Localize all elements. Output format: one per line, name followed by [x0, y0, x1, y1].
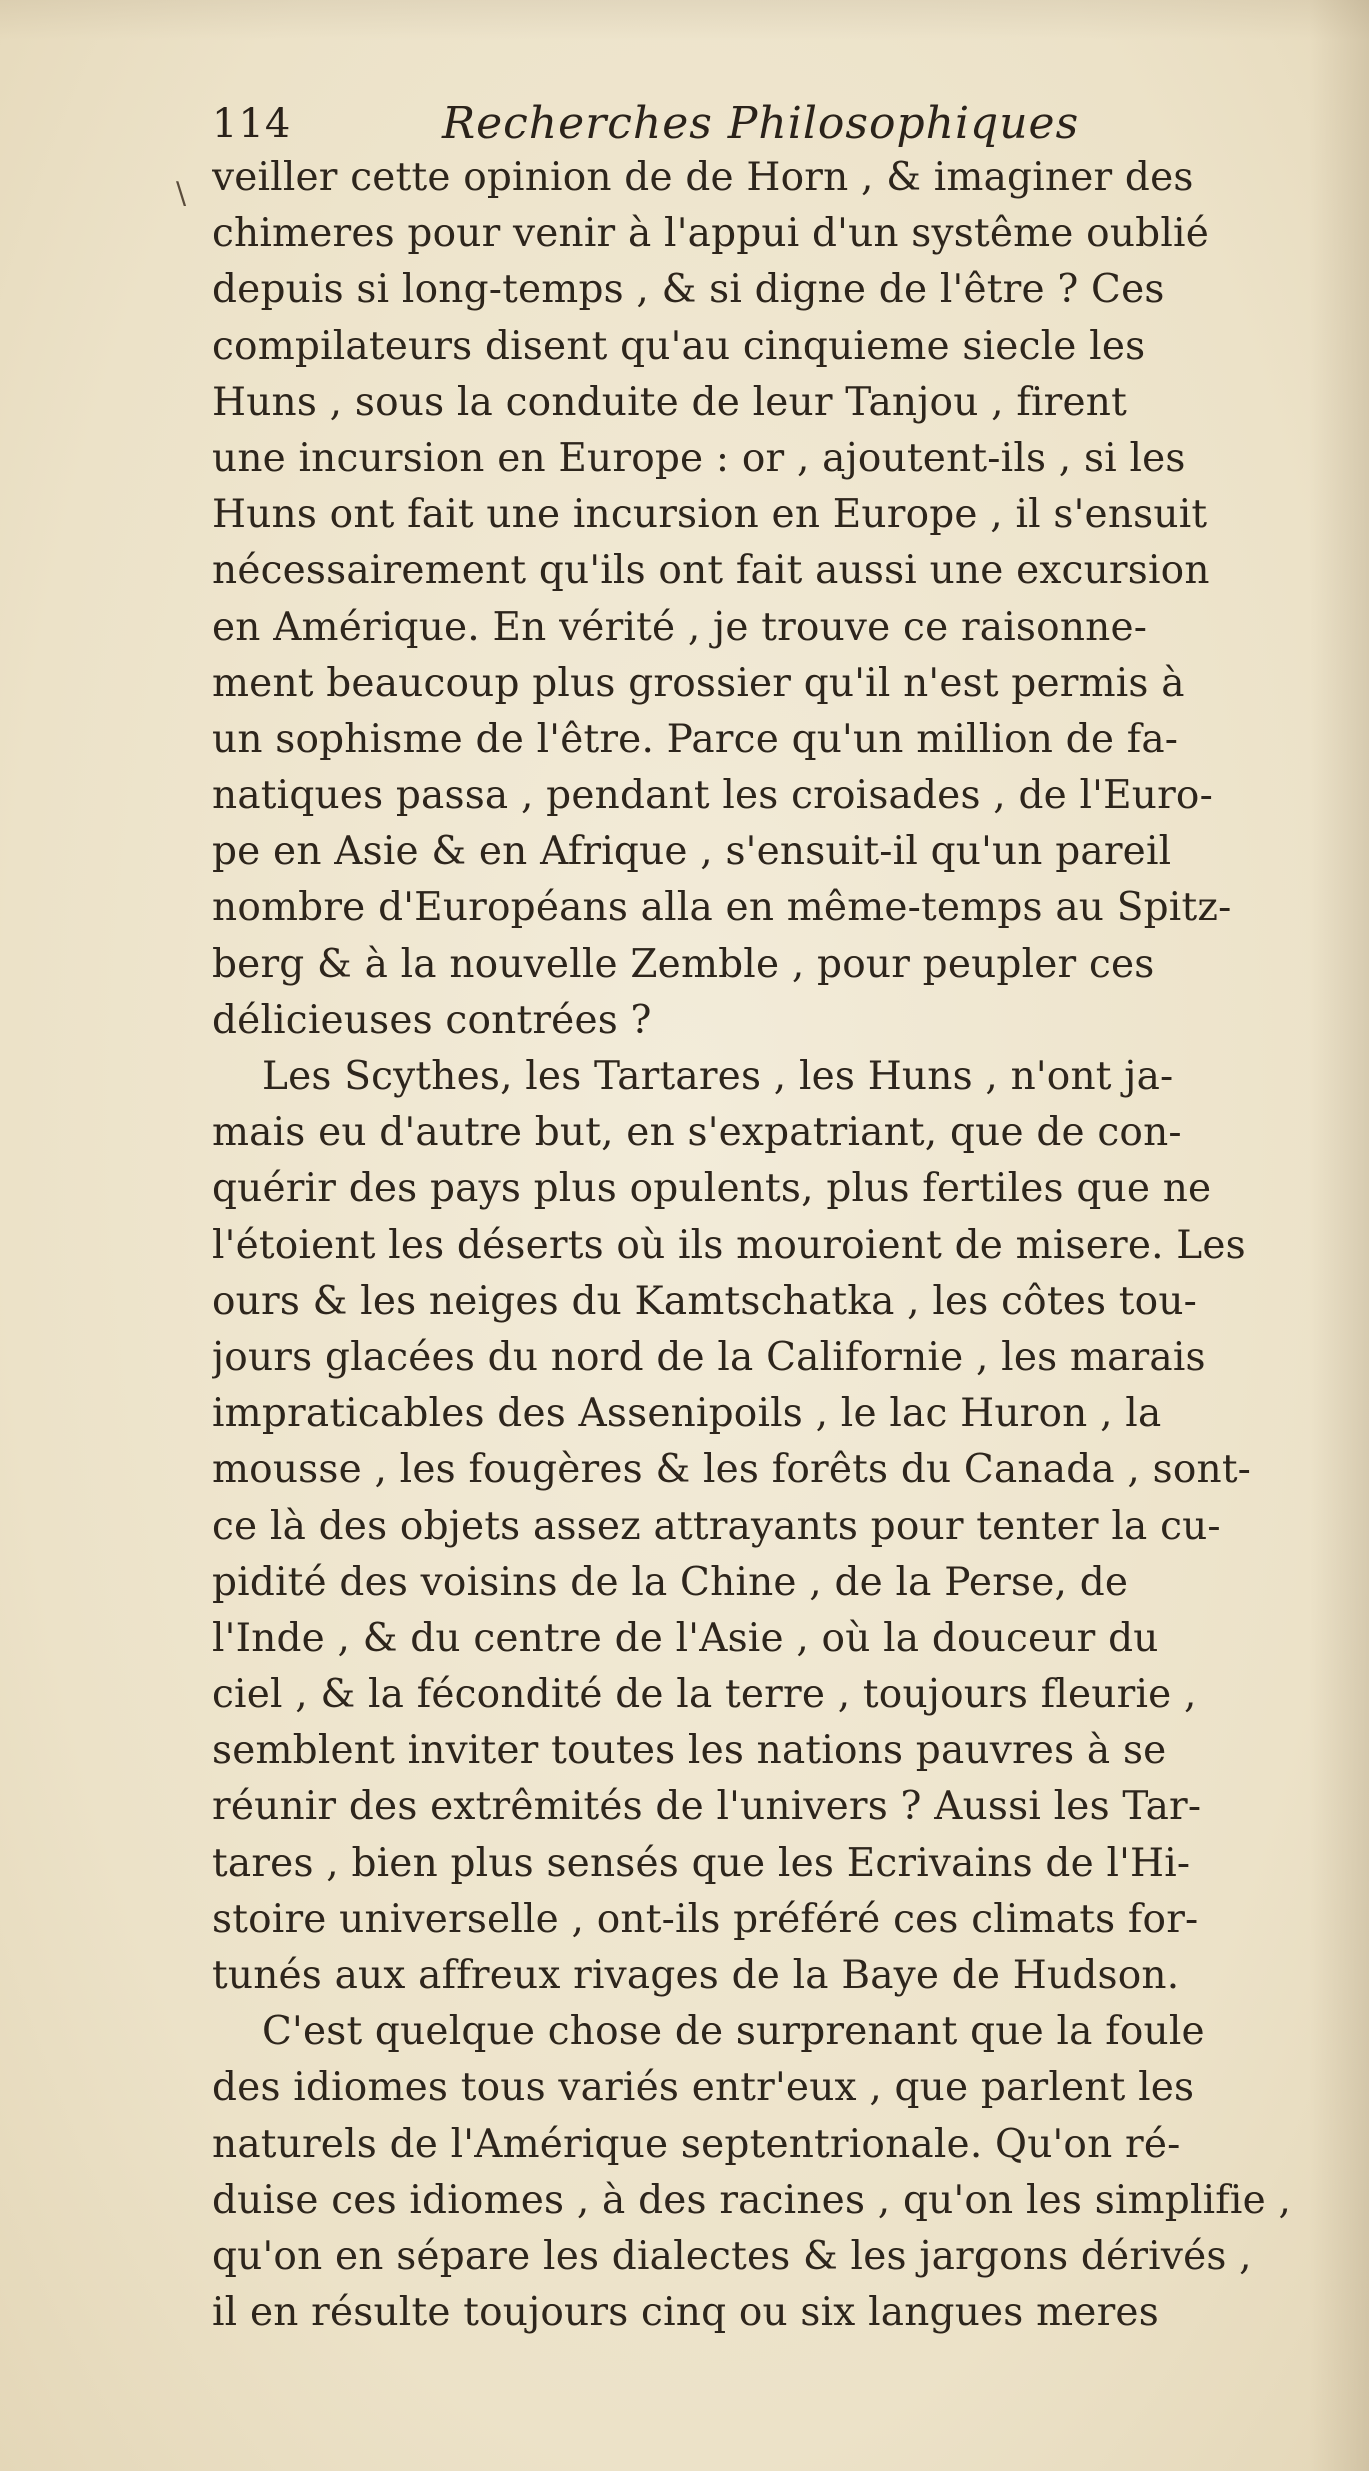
- running-head: Recherches Philosophiques: [442, 98, 1080, 149]
- text-line: tunés aux affreux rivages de la Baye de Hudson.: [212, 1953, 1180, 1998]
- body-text: [212, 150, 1322, 2341]
- text-line: ce là des objets assez attrayants pour tenter la cu-: [212, 1503, 1221, 1549]
- text-line: ours & les neiges du Kamtschatka , les côtes tou-: [212, 1278, 1198, 1324]
- text-line: il en résulte toujours cinq ou six langues meres: [212, 2290, 1159, 2336]
- text-line: réunir des extrêmités de l'univers ? Aussi les Tar-: [212, 1784, 1202, 1830]
- paragraph-start-line: C'est quelque chose de surprenant que la foule: [262, 2009, 1205, 2055]
- text-line: mousse , les fougères & les forêts du Canada , sont-: [212, 1447, 1252, 1493]
- text-line: tares , bien plus sensés que les Ecrivains de l'Hi-: [212, 1840, 1191, 1886]
- text-line: qu'on en sépare les dialectes & les jargons dérivés ,: [212, 2233, 1252, 2279]
- text-line: ment beaucoup plus grossier qu'il n'est permis à: [212, 660, 1185, 706]
- page-header: [212, 92, 1272, 156]
- text-line: veiller cette opinion de de Horn , & imaginer des: [212, 155, 1194, 200]
- page-number: 114: [212, 101, 292, 147]
- text-line: ciel , & la fécondité de la terre , toujours fleurie ,: [212, 1672, 1197, 1718]
- text-line: quérir des pays plus opulents, plus fertiles que ne: [212, 1166, 1212, 1212]
- text-line: un sophisme de l'être. Parce qu'un million de fa-: [212, 716, 1179, 762]
- text-line: chimeres pour venir à l'appui d'un systême oublié: [212, 211, 1209, 257]
- text-line: l'étoient les déserts où ils mouroient de misere. Les: [212, 1222, 1246, 1268]
- text-line: depuis si long-temps , & si digne de l'être ? Ces: [212, 267, 1165, 313]
- text-line: natiques passa , pendant les croisades , de l'Euro-: [212, 773, 1213, 819]
- text-line: pidité des voisins de la Chine , de la Perse, de: [212, 1559, 1129, 1605]
- margin-mark: \: [176, 176, 187, 211]
- text-line: Huns ont fait une incursion en Europe , il s'ensuit: [212, 492, 1208, 538]
- text-line: jours glacées du nord de la Californie , les marais: [212, 1334, 1206, 1380]
- text-line: semblent inviter toutes les nations pauvres à se: [212, 1728, 1167, 1774]
- text-line: berg & à la nouvelle Zemble , pour peupler ces: [212, 941, 1155, 987]
- text-line: mais eu d'autre but, en s'expatriant, que de con-: [212, 1110, 1182, 1156]
- text-line: des idiomes tous variés entr'eux , que parlent les: [212, 2065, 1195, 2111]
- paragraph-start-line: Les Scythes, les Tartares , les Huns , n'ont ja-: [262, 1054, 1174, 1099]
- page-top-shading: [0, 0, 1369, 40]
- text-line: l'Inde , & du centre de l'Asie , où la douceur du: [212, 1615, 1159, 1661]
- text-line: compilateurs disent qu'au cinquieme siecle les: [212, 323, 1146, 369]
- text-line: pe en Asie & en Afrique , s'ensuit-il qu'un pareil: [212, 829, 1172, 875]
- text-line: stoire universelle , ont-ils préféré ces climats for-: [212, 1896, 1199, 1942]
- text-line: duise ces idiomes , à des racines , qu'on les simplifie ,: [212, 2177, 1292, 2223]
- text-line: naturels de l'Amérique septentrionale. Qu'on ré-: [212, 2121, 1181, 2167]
- text-line: nécessairement qu'ils ont fait aussi une excursion: [212, 548, 1210, 594]
- text-line: nombre d'Européans alla en même-temps au Spitz-: [212, 885, 1232, 931]
- text-line: délicieuses contrées ?: [212, 997, 652, 1043]
- text-line: en Amérique. En vérité , je trouve ce raisonne-: [212, 604, 1148, 650]
- text-line: une incursion en Europe : or , ajoutent-ils , si les: [212, 435, 1186, 481]
- text-line: impraticables des Assenipoils , le lac Huron , la: [212, 1391, 1162, 1437]
- text-line: Huns , sous la conduite de leur Tanjou , firent: [212, 379, 1127, 425]
